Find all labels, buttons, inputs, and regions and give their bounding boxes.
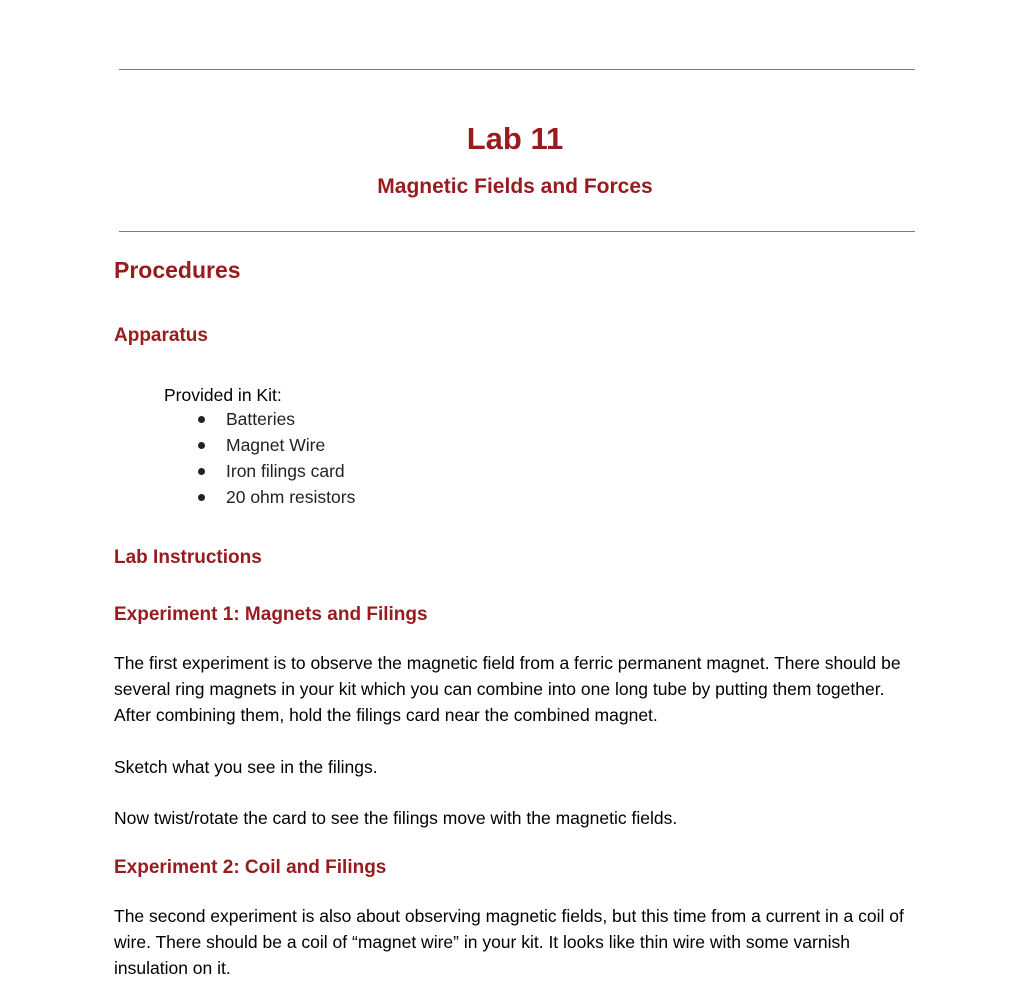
experiment-1-paragraph: Now twist/rotate the card to see the filings move with the magnetic fields. [114,808,678,828]
list-item-label: 20 ohm resistors [226,487,356,507]
apparatus-heading: Apparatus [114,325,208,346]
document-title: Lab 11 [466,121,564,156]
list-item-label: Iron filings card [226,461,345,481]
list-item [194,459,355,485]
bullet-icon [198,468,205,475]
experiment-1-paragraph: The first experiment is to observe the magnetic field from a ferric permanent magnet. There should be several ring magnets in your kit which you can combine into one long tube by putting them together. After combining them, hold the filings card near the combined magnet. [114,653,901,725]
list-item [194,433,355,459]
list-item [194,407,355,433]
experiment-2-heading: Experiment 2: Coil and Filings [114,857,387,878]
kit-item-list [194,407,355,511]
bullet-icon [198,442,205,449]
kit-label: Provided in Kit: [164,385,282,405]
procedures-heading: Procedures [114,257,241,283]
list-item-label: Magnet Wire [226,435,326,455]
experiment-1-heading: Experiment 1: Magnets and Filings [114,604,428,625]
list-item-label: Batteries [226,409,296,429]
experiment-1-paragraph: Sketch what you see in the filings. [114,757,378,777]
document-subtitle: Magnetic Fields and Forces [377,175,653,198]
bottom-horizontal-rule [119,231,915,232]
top-horizontal-rule [119,69,915,70]
lab-instructions-heading: Lab Instructions [114,547,262,568]
experiment-2-paragraph: The second experiment is also about observing magnetic fields, but this time from a current in a coil of wire. There should be a coil of “magnet wire” in your kit. It looks like thin wire with some varnish insulation on it. [114,906,904,978]
list-item [194,485,355,511]
bullet-icon [198,416,205,423]
bullet-icon [198,494,205,501]
